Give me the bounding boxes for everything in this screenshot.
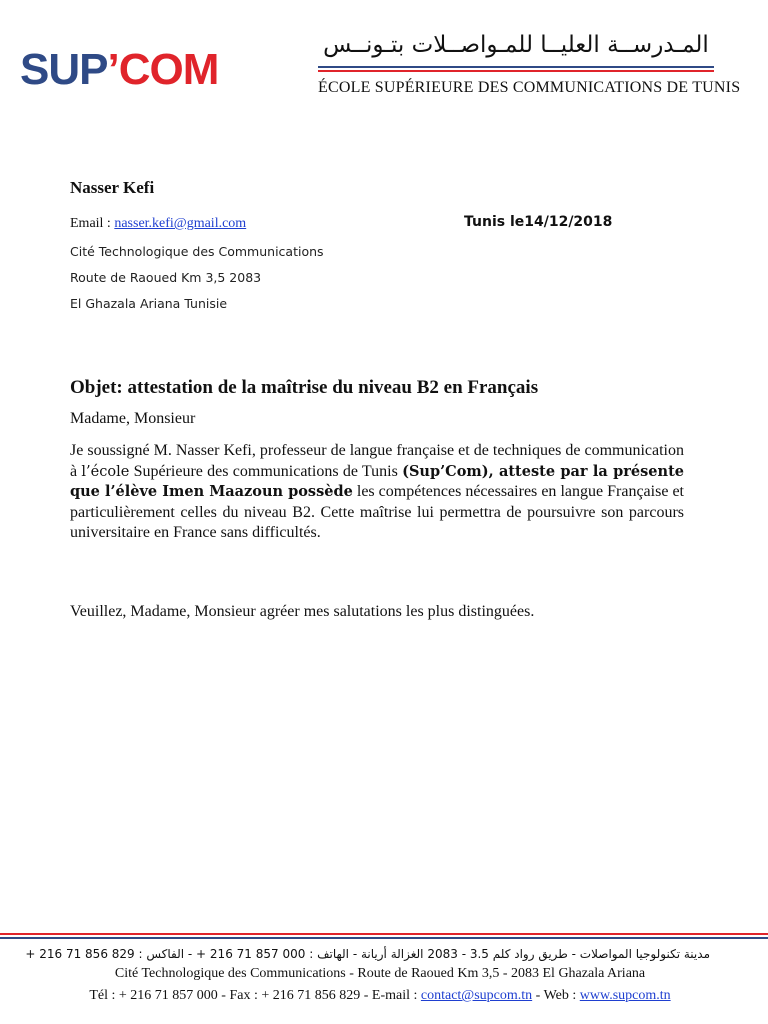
- address-line-2: Route de Raoued Km 3,5 2083: [70, 270, 262, 285]
- footer-email-link[interactable]: contact@supcom.tn: [420, 988, 533, 1003]
- letter-body-paragraph: [70, 441, 684, 544]
- school-name-arabic: المـدرســة العليــا للمـواصــلات بتـونــس: [323, 32, 709, 58]
- header-rule-red: [318, 70, 714, 72]
- logo-apostrophe: ’: [107, 45, 119, 94]
- footer-address-french: Cité Technologique des Communications - Route de Raoued Km 3,5 - 2083 El Ghazala Ariana: [114, 966, 646, 981]
- footer-contact-line: [50, 987, 710, 1005]
- address-line-1: Cité Technologique des Communications: [70, 244, 324, 259]
- footer-rule-blue: [0, 937, 768, 939]
- email-label: Email :: [70, 216, 115, 231]
- body-text-6: les compétences nécessaires en langue Française et particulièrement celles du niveau B2. Cette maîtrise lui permettra de poursuivre son parcours universitaire en France sans difficultés.: [70, 483, 685, 541]
- sender-email-line: [70, 216, 246, 232]
- footer-web-label: - Web :: [532, 988, 580, 1003]
- body-text-ecole: l’école: [81, 463, 130, 480]
- footer-divider: [0, 933, 768, 939]
- body-text-supcom: (Sup’Com),: [402, 462, 494, 480]
- footer-phone-fax: Tél : + 216 71 857 000 - Fax : + 216 71 856 829 - E-mail :: [89, 988, 421, 1003]
- footer-address-arabic: مدينة تكنولوجيا المواصلات - طريق رواد كلم 3.5 - 2083 الغزالة أريانة - الهاتف : 000 857 71 216 + - الفاكس : 829 856 71 216 +: [25, 947, 710, 961]
- letter-salutation: Madame, Monsieur: [70, 410, 196, 427]
- body-text-1: Je soussigné M. Nasser Kefi, professeur de langue française et de techniques de communication à: [70, 442, 684, 480]
- place-date: Tunis le14/12/2018: [464, 214, 613, 230]
- supcom-logo: [20, 45, 219, 94]
- footer-web-link[interactable]: www.supcom.tn: [579, 988, 671, 1003]
- body-text-attestation: atteste par la présente que l’élève Imen Maazoun possède: [70, 462, 684, 500]
- logo-part-com: COM: [118, 45, 219, 94]
- logo-part-sup: SUP: [20, 45, 108, 94]
- letter-subject: Objet: attestation de la maîtrise du niveau B2 en Français: [70, 377, 539, 398]
- sender-name: Nasser Kefi: [70, 178, 155, 197]
- sender-email-link[interactable]: nasser.kefi@gmail.com: [114, 216, 247, 231]
- letter-closing: Veuillez, Madame, Monsieur agréer mes salutations les plus distinguées.: [70, 603, 535, 620]
- address-line-3: El Ghazala Ariana Tunisie: [70, 296, 228, 311]
- header-divider: [318, 66, 714, 72]
- school-name-french: ÉCOLE SUPÉRIEURE DES COMMUNICATIONS DE TUNIS: [318, 79, 741, 96]
- body-text-3: Supérieure des communications de Tunis: [129, 462, 403, 480]
